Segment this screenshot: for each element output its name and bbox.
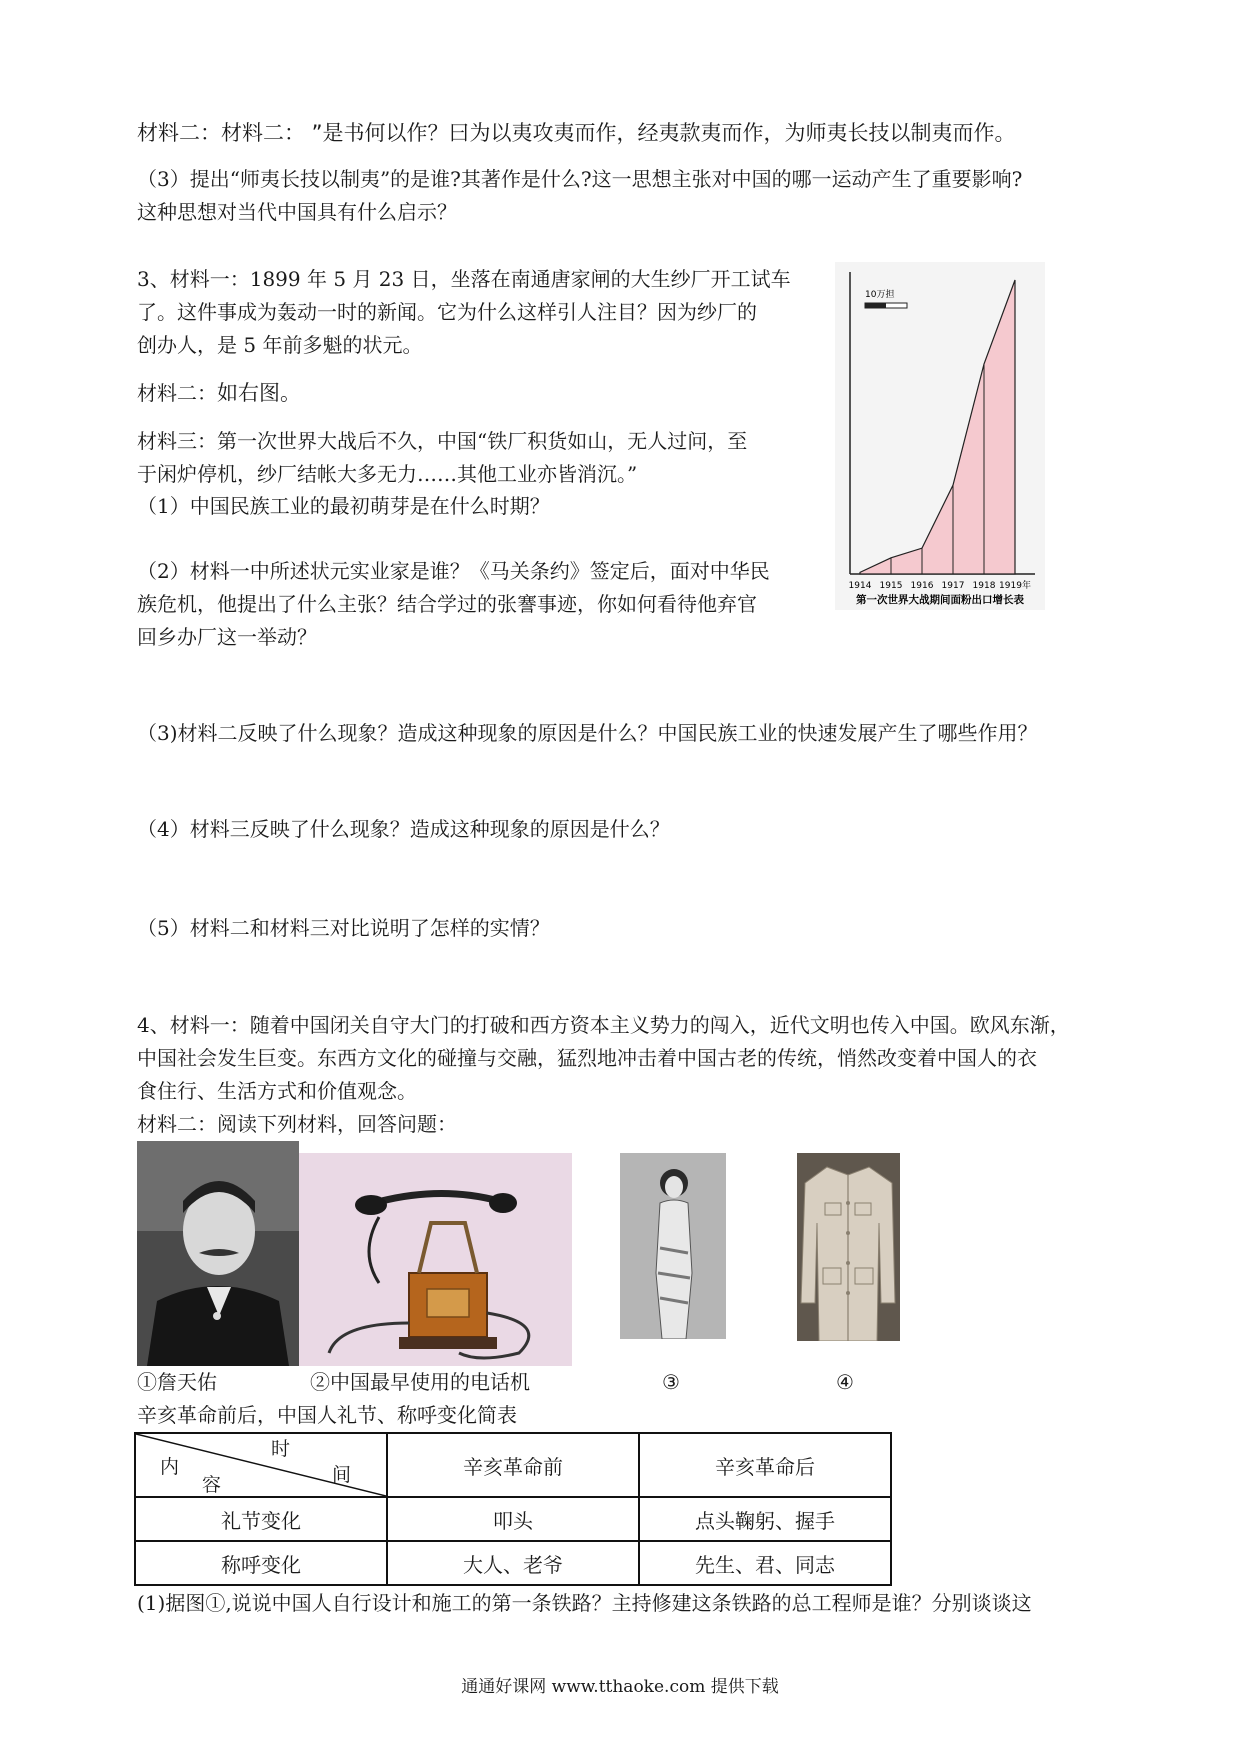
caption-3: ③ [662, 1370, 680, 1394]
flour-export-chart [835, 262, 1045, 610]
q3-material3-line2: 于闲炉停机，纱厂结帐大多无力……其他工业亦皆消沉。” [137, 462, 638, 486]
q4-material1-line3: 食住行、生活方式和价值观念。 [137, 1079, 417, 1103]
q4-material1-line2: 中国社会发生巨变。东西方文化的碰撞与交融，猛烈地冲击着中国古老的传统，悄然改变着中国人的衣 [137, 1046, 1037, 1070]
q3-material3-line1: 材料三：第一次世界大战后不久，中国“铁厂积货如山，无人过问，至 [137, 429, 748, 453]
q3-material1-line1: 3、材料一：1899 年 5 月 23 日，坐落在南通唐家闸的大生纱厂开工试车 [137, 267, 791, 291]
chart-canvas [835, 262, 1045, 610]
table-header-after: 辛亥革命后 [639, 1433, 891, 1497]
q2-question3-line1: （3）提出“师夷长技以制夷”的是谁?其著作是什么?这一思想主张对中国的哪一运动产生了重要影响? [137, 167, 1023, 191]
q4-material2: 材料二：阅读下列材料，回答问题： [137, 1112, 457, 1136]
q3-sub3: （3)材料二反映了什么现象？造成这种现象的原因是什么？中国民族工业的快速发展产生了哪些作用？ [137, 721, 1038, 745]
chart-scale-label: 10万担 [865, 290, 895, 300]
q3-sub2-line1: （2）材料一中所述状元实业家是谁？《马关条约》签定后，面对中华民 [137, 559, 770, 583]
q3-material1-line2: 了。这件事成为轰动一时的新闻。它为什么这样引人注目？因为纱厂的 [137, 300, 757, 324]
table-header-row [135, 1433, 891, 1497]
chart-tick-label-1918: 1918 [972, 581, 996, 591]
q3-sub5: （5）材料二和材料三对比说明了怎样的实情？ [137, 916, 550, 940]
q3-sub2-line3: 回乡办厂这一举动？ [137, 625, 317, 649]
table-title: 辛亥革命前后，中国人礼节、称呼变化简表 [137, 1403, 517, 1427]
zhongshan-suit-photo [797, 1153, 900, 1341]
q4-material1-line1: 4、材料一：随着中国闭关自守大门的打破和西方资本主义势力的闯入，近代文明也传入中国。欧风东渐， [137, 1013, 1070, 1037]
q2-question3-line2: 这种思想对当代中国具有什么启示？ [137, 200, 457, 224]
q3-material1-line3: 创办人，是 5 年前多魁的状元。 [137, 333, 423, 357]
qipao-photo [620, 1153, 726, 1339]
chart-tick-label-1916: 1916 [910, 581, 934, 591]
table-header-before: 辛亥革命前 [387, 1433, 639, 1497]
q3-sub2-line2: 族危机，他提出了什么主张？结合学过的张謇事迹，你如何看待他弃官 [137, 592, 757, 616]
portrait-photo [137, 1141, 299, 1366]
chart-area-series [860, 280, 1015, 574]
table-cell: 先生、君、同志 [639, 1541, 891, 1585]
chart-tick-label-1917: 1917 [941, 581, 965, 591]
caption-4: ④ [836, 1370, 854, 1394]
table-row [135, 1497, 891, 1541]
q3-sub1: （1）中国民族工业的最初萌芽是在什么时期？ [137, 494, 550, 518]
chart-tick-label-1915: 1915 [879, 581, 903, 591]
table-cell: 称呼变化 [135, 1541, 387, 1585]
telephone-photo [299, 1153, 572, 1366]
caption-2: ②中国最早使用的电话机 [310, 1370, 530, 1394]
q3-sub4: （4）材料三反映了什么现象？造成这种现象的原因是什么？ [137, 817, 670, 841]
page-footer: 通通好课网 www.tthaoke.com 提供下载 [461, 1677, 779, 1697]
chart-scale-bar-fill [865, 303, 886, 308]
q4-sub1: (1)据图①,说说中国人自行设计和施工的第一条铁路？主持修建这条铁路的总工程师是谁？分别谈谈这 [137, 1591, 1032, 1615]
chart-tick-label-1919: 1919年 [999, 581, 1031, 591]
chart-title: 第一次世界大战期间面粉出口增长表 [856, 594, 1024, 606]
table-cell: 礼节变化 [135, 1497, 387, 1541]
q3-material2: 材料二：如右图。 [137, 381, 301, 405]
q2-material2: 材料二：材料二： ”是书何以作？曰为以夷攻夷而作，经夷款夷而作，为师夷长技以制夷而作。 [137, 121, 1016, 145]
caption-1: ①詹天佑 [137, 1370, 217, 1394]
chart-tick-label-1914: 1914 [848, 581, 872, 591]
table-cell: 叩头 [387, 1497, 639, 1541]
table-corner-cell: 时 间 内 容 [135, 1433, 387, 1497]
table-row [135, 1541, 891, 1585]
customs-table [134, 1432, 892, 1586]
table-cell: 点头鞠躬、握手 [639, 1497, 891, 1541]
table-cell: 大人、老爷 [387, 1541, 639, 1585]
